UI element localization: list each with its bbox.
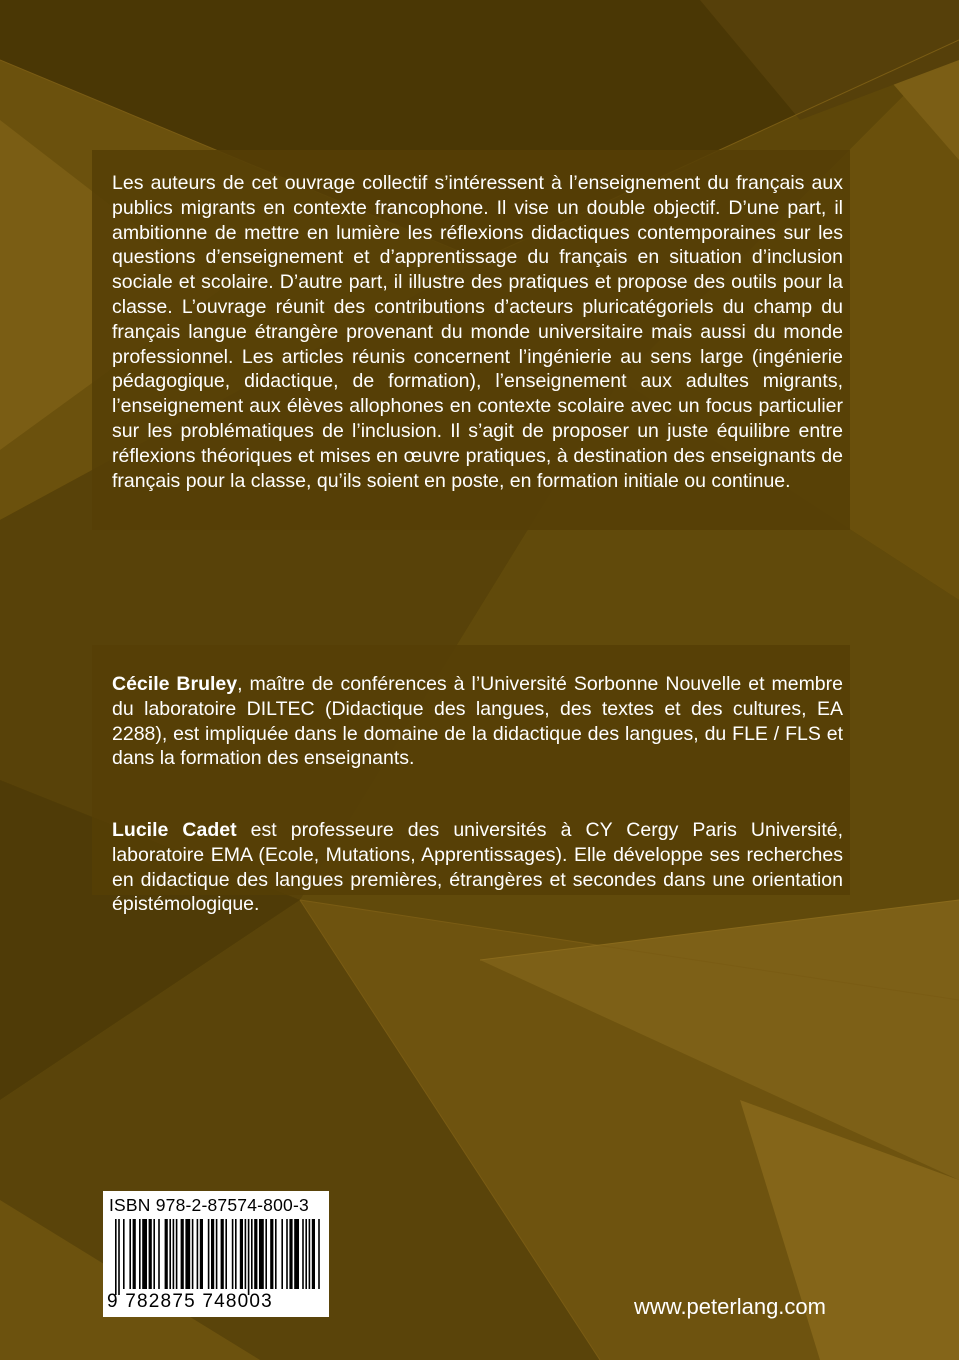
author-name-cadet: Lucile Cadet [112,819,237,841]
barcode-bar [153,1219,155,1289]
barcode-bar [142,1219,147,1289]
isbn-barcode [103,1191,329,1317]
barcode-bar [318,1219,320,1289]
barcode-bar [208,1219,210,1289]
barcode-bar [232,1219,234,1289]
barcode-bar [176,1219,178,1289]
barcode-bar [240,1219,243,1289]
barcode-bar [302,1219,304,1289]
book-description: Les auteurs de cet ouvrage collectif s’intéressent à l’enseignement du français aux publics migrants en contexte francophone. Il vise un double objectif. D’une part, il ambitionne de mettre en lumière les réflexions didactiques contemporaines sur les questions d’enseignement et d’apprentissage du français en situation d’inclusion sociale et scolaire. D’autre part, il illustre des pratiques et propose des outils pour la classe. L’ouvrage réunit des contributions d’acteurs pluricatégoriels du champ du français langue étrangère provenant du monde universitaire mais aussi du monde professionnel. Les articles réunis concernent l’ingénierie au sens large (ingénierie pédagogique, didactique, de formation), l’enseignement aux adultes migrants, l’enseignement aux élèves allophones en contexte scolaire avec un focus particulier sur les problématiques de l’inclusion. Il s’agit de proposer un juste équilibre entre réflexions théoriques et mises en œuvre pratiques, à destination des enseignants de français pour la classe, qu’ils soient en poste, en formation initiale ou continue. [112,172,843,492]
author-bio-text-cadet: est professeure des universités à CY Cergy Paris Université, laboratoire EMA (Ecole, Mutations, Apprentissages). Elle développe ses recherches en didactique des langues premières, étrangères et secondes dans une orientation épistémologique. [112,819,844,916]
barcode-bar [173,1219,175,1289]
barcode-bar [245,1219,247,1289]
author-bio-cadet [112,818,843,917]
barcode-bar [286,1219,288,1289]
barcode-bar [251,1219,253,1289]
barcode-bar [225,1219,227,1289]
barcode-bar [129,1219,131,1289]
barcode-digits: 9 782875 748003 [107,1291,273,1312]
barcode-bar [197,1219,199,1289]
barcode-bar [216,1219,218,1289]
barcode-bar [235,1219,237,1289]
barcode-bar [149,1219,152,1289]
barcode-bar [254,1219,257,1289]
barcode-bar [181,1219,184,1289]
barcode-bar [248,1219,250,1295]
isbn-label: ISBN 978-2-87574-800-3 [109,1195,309,1215]
barcode-bar [185,1219,190,1289]
barcode-bar [265,1219,267,1289]
barcode-bar [305,1219,307,1289]
barcode-bar [294,1219,299,1289]
barcode-bar [165,1219,168,1289]
barcode-bar [289,1219,292,1289]
barcode-bar [123,1219,125,1289]
barcode-bar [275,1219,277,1289]
barcode-bar [259,1219,264,1289]
barcode-bar [169,1219,171,1289]
publisher-website: www.peterlang.com [634,1294,826,1319]
barcode-bar [158,1219,160,1289]
barcode-bar [192,1219,194,1289]
barcode-bar [118,1219,120,1295]
barcode-bar [211,1219,214,1289]
author-bio-text-bruley: , maître de conférences à l’Université Sorbonne Nouvelle et membre du laboratoire DILTEC (Didactique des langues, des textes et des cultures, EA 2288), est impliquée dans le domaine de la didactique des langues, du FLE / FLS et dans la formation des enseignants. [112,673,843,770]
author-name-bruley: Cécile Bruley [112,673,238,695]
barcode-bar [309,1219,311,1289]
author-bio-bruley [112,672,843,771]
barcode-bar [281,1219,283,1289]
barcode-bar [270,1219,273,1289]
barcode-bar [133,1219,136,1289]
barcode-bar [139,1219,141,1289]
barcode-bar [115,1219,117,1295]
barcode-bar [312,1219,315,1289]
barcode-bar [221,1219,224,1289]
barcode-bar [200,1219,203,1289]
